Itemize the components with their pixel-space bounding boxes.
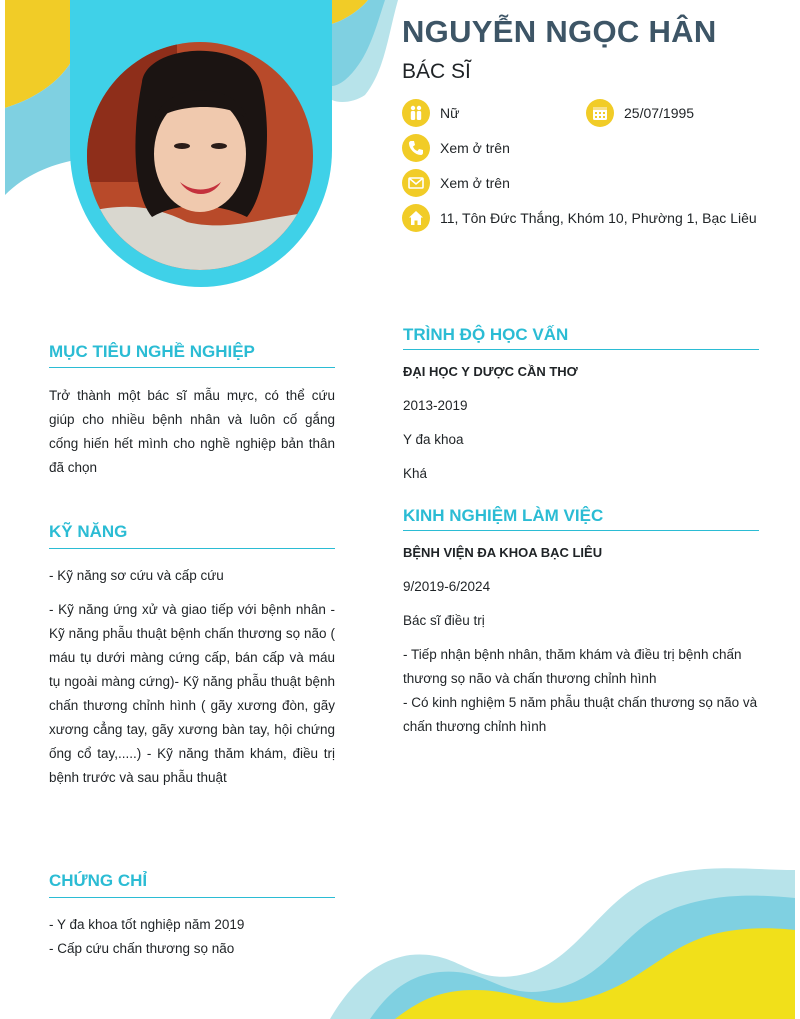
email-value: Xem ở trên [440, 175, 510, 191]
education-period: 2013-2019 [403, 398, 468, 413]
objective-divider [49, 367, 335, 368]
education-title: TRÌNH ĐỘ HỌC VẤN [403, 325, 569, 344]
experience-period: 9/2019-6/2024 [403, 579, 491, 594]
experience-position: Bác sĩ điều trị [403, 613, 485, 628]
birthday-value: 25/07/1995 [624, 105, 695, 121]
skills-item: - Kỹ năng ứng xử và giao tiếp với bệnh nhân - Kỹ năng phẫu thuật bệnh chấn thương sọ não ( máu tụ dưới màng cứng cấp, bán cấp và máu tụ ngoài màng cứng)- Kỹ năng phẫu thuật bệnh chấn thương chỉnh hình ( gãy xương đòn, gãy xương cẳng tay, gãy xương bàn tay, hội chứng ống cổ tay,.....) - Kỹ năng thăm khám, điều trị bệnh trước và sau phẫu thuật [49, 602, 335, 785]
phone-icon [402, 134, 430, 162]
gender-row [402, 99, 459, 127]
experience-company: BỆNH VIỆN ĐA KHOA BẠC LIÊU [403, 545, 603, 560]
experience-duty: - Có kinh nghiệm 5 năm phẫu thuật chấn thương sọ não và chấn thương chỉnh hình [403, 695, 758, 734]
skills-title: KỸ NĂNG [49, 522, 128, 541]
certificate-item: - Cấp cứu chấn thương sọ não [49, 941, 235, 956]
phone-value: Xem ở trên [440, 140, 510, 156]
certificate-item: - Y đa khoa tốt nghiệp năm 2019 [49, 917, 245, 932]
address-row [402, 204, 757, 232]
skills-item: - Kỹ năng sơ cứu và cấp cứu [49, 568, 224, 583]
envelope-icon [402, 169, 430, 197]
profile-name: NGUYỄN NGỌC HÂN [402, 14, 717, 49]
phone-row [402, 134, 510, 162]
experience-duty: - Tiếp nhận bệnh nhân, thăm khám và điều trị bệnh chấn thương sọ não và chấn thương chỉnh hình [403, 647, 742, 686]
avatar [87, 42, 313, 270]
objective-text: Trở thành một bác sĩ mẫu mực, có thể cứu giúp cho nhiều bệnh nhân và luôn cố gắng cống hiến hết mình cho nghề nghiệp bản thân đã chọn [49, 388, 335, 475]
address-value: 11, Tôn Đức Thắng, Khóm 10, Phường 1, Bạc Liêu [440, 210, 757, 226]
experience-title: KINH NGHIỆM LÀM VIỆC [403, 506, 604, 525]
education-school: ĐẠI HỌC Y DƯỢC CẦN THƠ [403, 364, 578, 379]
calendar-icon [586, 99, 614, 127]
home-icon [402, 204, 430, 232]
education-divider [403, 349, 759, 350]
education-grade: Khá [403, 466, 428, 481]
objective-title: MỤC TIÊU NGHỀ NGHIỆP [49, 342, 255, 361]
gender-value: Nữ [440, 105, 460, 121]
certificates-title: CHỨNG CHỈ [49, 871, 148, 890]
birthday-row [586, 99, 694, 127]
experience-divider [403, 530, 759, 531]
people-icon [402, 99, 430, 127]
job-title: BÁC SĨ [402, 60, 471, 83]
skills-divider [49, 548, 335, 549]
email-row [402, 169, 510, 197]
certificates-divider [49, 897, 335, 898]
education-major: Y đa khoa [403, 432, 464, 447]
